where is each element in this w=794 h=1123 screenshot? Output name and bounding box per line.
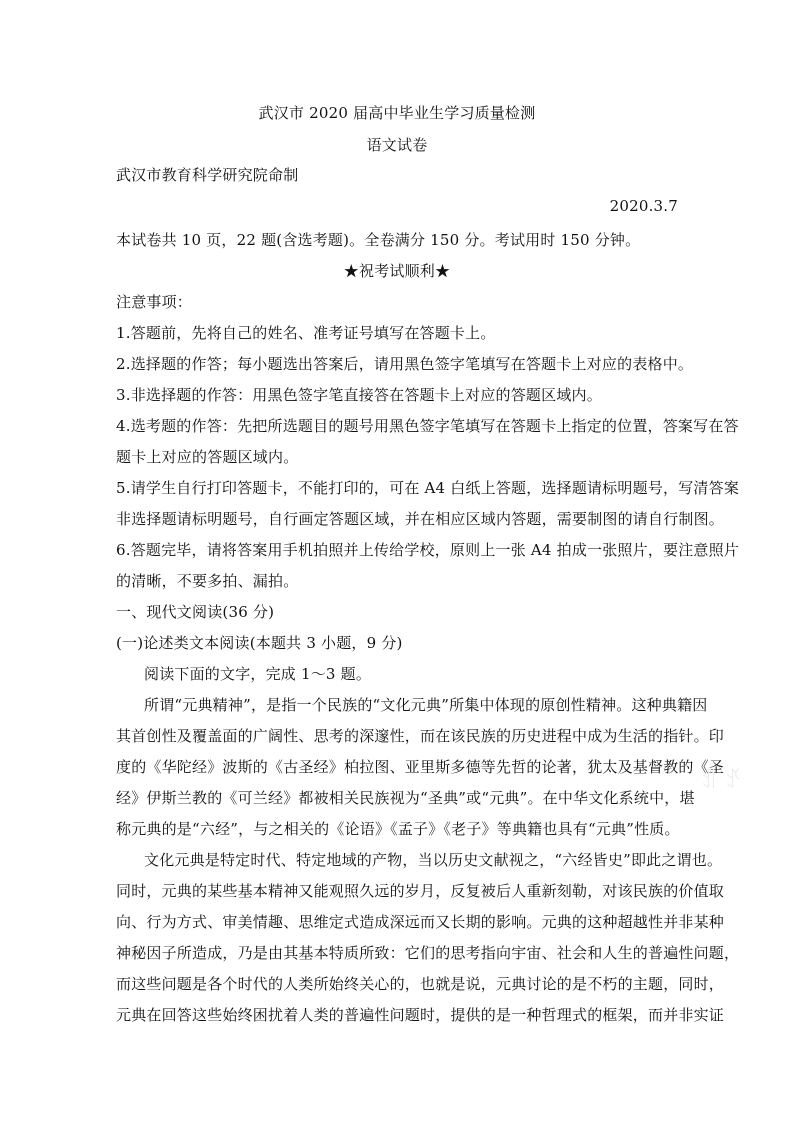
- passage-line: 经》伊斯兰教的《可兰经》都被相关民族视为“圣典”或“元典”。在中华文化系统中，堪: [116, 789, 695, 807]
- exam-date: 2020.3.7: [609, 197, 678, 215]
- notice-line: 题卡上对应的答题区域内。: [116, 448, 299, 466]
- section-subheading: (一)论述类文本阅读(本题共 3 小题，9 分): [116, 634, 403, 652]
- passage-line: 其首创性及覆盖面的广阔性、思考的深邃性，而在该民族的历史进程中成为生活的指针。印: [116, 727, 725, 745]
- section-heading: 一、现代文阅读(36 分): [116, 603, 275, 621]
- passage-line: 元典在回答这些始终困扰着人类的普遍性问题时，提供的是一种哲理式的框架，而并非实证: [116, 1006, 725, 1024]
- issuer: 武汉市教育科学研究院命制: [116, 166, 299, 184]
- passage-line: 度的《华陀经》波斯的《古圣经》柏拉图、亚里斯多德等先哲的论著，犹太及基督教的《圣: [116, 758, 725, 776]
- notice-line: 的清晰，不要多拍、漏拍。: [116, 572, 299, 590]
- notice-line: 2.选择题的作答；每小题选出答案后，请用黑色签字笔填写在答题卡上对应的表格中。: [116, 355, 694, 373]
- notice-heading: 注意事项：: [116, 293, 193, 311]
- notice-line: 1.答题前，先将自己的姓名、准考证号填写在答题卡上。: [116, 324, 496, 342]
- notice-line: 6.答题完毕，请将答案用手机拍照并上传给学校，原则上一张 A4 拍成一张照片，要注意照片: [116, 541, 740, 559]
- watermark: ꀊ ꀋ: [700, 769, 742, 794]
- notice-line: 5.请学生自行打印答题卡，不能打印的，可在 A4 白纸上答题，选择题请标明题号，写清答案: [116, 479, 740, 497]
- passage-line: 向、行为方式、审美情趣、思维定式造成深远而又长期的影响。元典的这种超越性并非某种: [116, 913, 725, 931]
- blessing: ★祝考试顺利★: [343, 262, 451, 280]
- passage-line: 称元典的是“六经”，与之相关的《论语》《孟子》《老子》等典籍也具有“元典”性质。: [116, 820, 680, 838]
- passage-line: 所谓“元典精神”，是指一个民族的“文化元典”所集中体现的原创性精神。这种典籍因: [144, 696, 708, 714]
- notice-line: 3.非选择题的作答：用黑色签字笔直接答在答题卡上对应的答题区域内。: [116, 386, 602, 404]
- passage-line: 而这些问题是各个时代的人类所始终关心的，也就是说，元典讨论的是不朽的主题，同时，: [116, 975, 725, 993]
- passage-line: 文化元典是特定时代、特定地域的产物，当以历史文献视之，“六经皆史”即此之谓也。: [144, 851, 723, 869]
- exam-title: 武汉市 2020 届高中毕业生学习质量检测: [258, 104, 536, 122]
- exam-info: 本试卷共 10 页，22 题(含选考题)。全卷满分 150 分。考试用时 150 分钟。: [116, 231, 641, 249]
- exam-subtitle: 语文试卷: [366, 136, 428, 154]
- notice-line: 4.选考题的作答：先把所选题目的题号用黑色签字笔填写在答题卡上指定的位置，答案写在答: [116, 417, 739, 435]
- section-instruction: 阅读下面的文字，完成 1～3 题。: [144, 665, 372, 683]
- notice-line: 非选择题请标明题号，自行画定答题区域，并在相应区域内答题，需要制图的请自行制图。: [116, 510, 725, 528]
- passage-line: 同时，元典的某些基本精神又能观照久远的岁月，反复被后人重新刻勒，对该民族的价值取: [116, 882, 725, 900]
- passage-line: 神秘因子所造成，乃是由其基本特质所致：它们的思考指向宇宙、社会和人生的普遍性问题，: [116, 944, 740, 962]
